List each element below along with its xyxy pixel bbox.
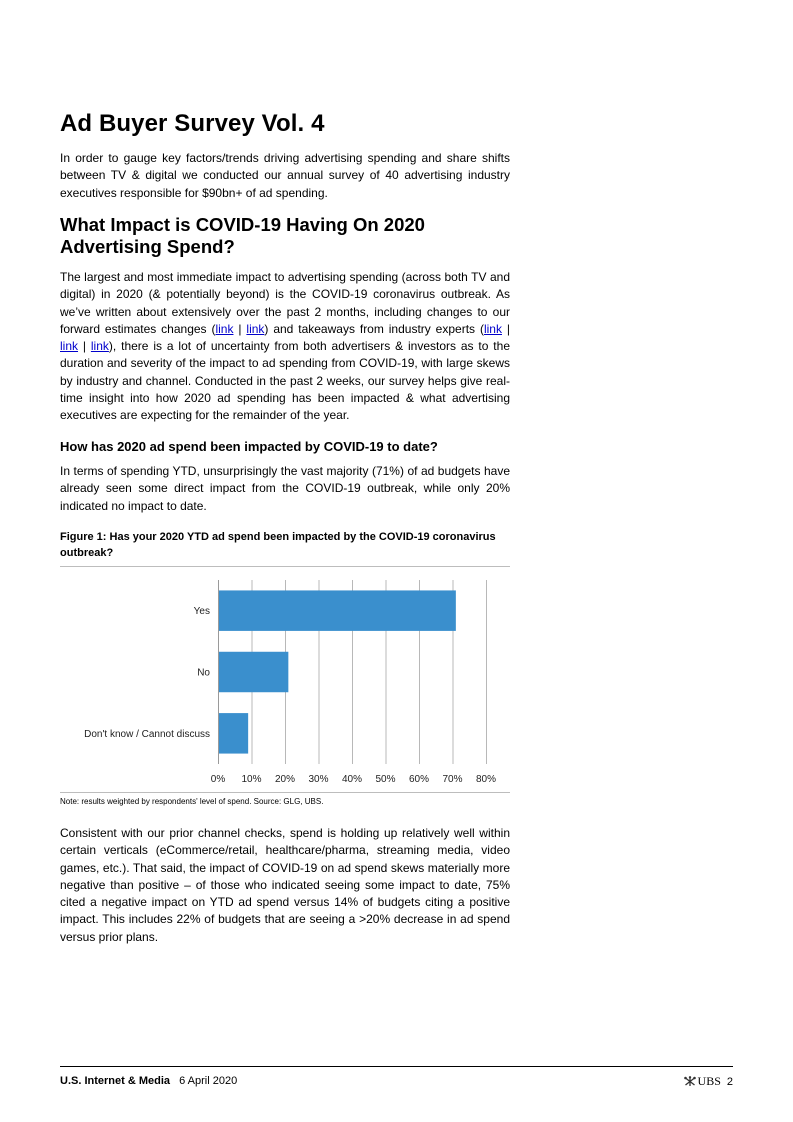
category-label-2: No [197,667,210,679]
x-tick-label-10: 10% [241,774,262,785]
body-paragraph-3: Consistent with our prior channel checks, spend is holding up relatively well within certain verticals (eCommerce/retail, healthcare/pharma, streaming media, video games, etc.). That said, the impact of COVID-19 on ad spend skews materially more negative than positive – of those who indicated seeing some impact to date, 75% cited a negative impact on YTD ad spend versus 14% of budgets citing a positive impact. This includes 22% of budgets that are seeing a >20% decrease in ad spend versus prior plans. [60,826,510,944]
body-paragraph-1 [60,269,510,425]
x-tick-label-50: 50% [375,774,396,785]
link-separator: | [233,321,247,336]
link-forward-estimates-1[interactable]: link [215,321,234,336]
ubs-keys-icon [684,1076,696,1087]
intro-paragraph-block [60,150,510,202]
figure-top-rule [60,566,510,567]
link-forward-estimates-2[interactable]: link [246,321,265,336]
category-label-3: Don't know / Cannot discuss [84,728,210,740]
footer-date: 6 April 2020 [179,1075,238,1087]
paragraph-text: The largest and most immediate impact to advertising spending (across both TV and digital) in 2020 (& potentially beyond) is the COVID-19 coronavirus outbreak. As we’ve written about extensively over the past 2 months, including changes to our forward estimates changes ( [60,270,510,336]
bar-2 [218,652,288,692]
link-industry-experts-3[interactable]: link [90,339,109,354]
x-tick-label-0: 0% [210,774,226,785]
ubs-logo [684,1074,721,1089]
x-tick-label-60: 60% [408,774,430,785]
body-paragraph-1-block [60,269,510,425]
bar-chart [60,572,510,790]
x-tick-label-80: 80% [475,774,497,785]
page-title: Ad Buyer Survey Vol. 4 [60,110,325,137]
paragraph-text: ) and takeaways from industry experts ( [264,321,484,336]
page-number: 2 [726,1075,733,1088]
link-separator: | [501,321,510,336]
x-tick-label-20: 20% [274,774,296,785]
body-paragraph-2-block [60,463,510,515]
body-paragraph-3-block [60,825,510,946]
subheading: How has 2020 ad spend been impacted by COVID-19 to date? [60,439,438,454]
body-paragraph-2: In terms of spending YTD, unsurprisingly the vast majority (71%) of ad budgets have already seen some direct impact from the COVID-19 outbreak, while only 20% indicated no impact to date. [60,464,510,513]
intro-paragraph: In order to gauge key factors/trends driving advertising spending and share shifts between TV & digital we conducted our annual survey of 40 advertising industry executives responsible for $90bn+ of ad spending. [60,151,510,200]
figure-note: Note: results weighted by respondents' level of spend. Source: GLG, UBS. [60,797,324,806]
bar-3 [218,713,248,753]
footer-rule [60,1066,733,1067]
link-separator: | [78,339,91,354]
footer-right [684,1074,733,1089]
figure-bottom-rule [60,792,510,793]
footer-section: U.S. Internet & Media [60,1075,171,1087]
x-tick-label-40: 40% [341,774,363,785]
figure-title: Figure 1: Has your 2020 YTD ad spend been impacted by the COVID-19 coronavirus outbreak? [60,531,496,559]
section-heading: What Impact is COVID-19 Having On 2020 Advertising Spend? [60,214,425,257]
footer-left [60,1075,237,1087]
link-industry-experts-1[interactable]: link [483,321,502,336]
ubs-logo-text: UBS [697,1074,721,1088]
bar-1 [218,590,456,630]
link-industry-experts-2[interactable]: link [60,339,79,354]
x-tick-label-30: 30% [308,774,329,785]
paragraph-text: ), there is a lot of uncertainty from both advertisers & investors as to the duration and severity of the impact to ad spending from COVID-19, with large skews by industry and channel. Conducted in the past 2 weeks, our survey helps give real-time insight into how 2020 ad spending has been impacted & what advertising executives are expecting for the remainder of the year. [60,339,510,423]
category-label-1: Yes [193,606,210,618]
x-tick-label-70: 70% [442,774,463,785]
